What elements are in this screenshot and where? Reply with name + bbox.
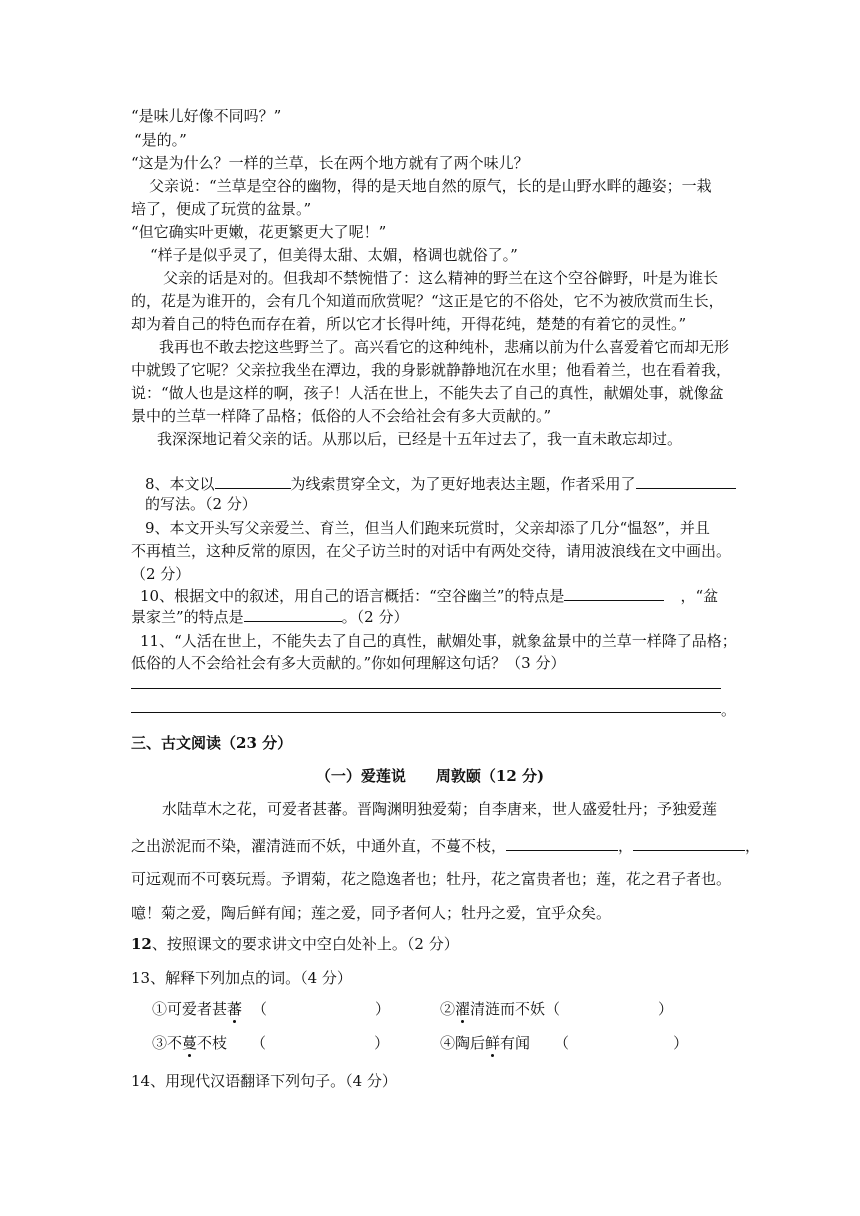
classical-text-line <box>131 834 760 856</box>
classical-text: ， <box>618 837 634 855</box>
question-10 <box>140 584 718 606</box>
item-text: ② <box>440 1000 456 1018</box>
bracket-close: ） <box>374 1034 390 1052</box>
passage-line: 父亲的话是对的。但我却不禁惋惜了：这么精神的野兰在这个空谷僻野，叶是为谁长 <box>163 269 719 287</box>
item-text: ④陶后 <box>440 1034 486 1052</box>
answer-blank[interactable] <box>564 584 664 601</box>
question-number: 12 <box>131 935 152 953</box>
item-text: 不枝 <box>197 1034 228 1052</box>
dotted-word: 蔓 <box>182 1034 198 1052</box>
passage-line: 培了，便成了玩赏的盆景。” <box>131 200 312 218</box>
question-12 <box>131 934 459 954</box>
question-text: 8、本文以 <box>145 475 215 493</box>
answer-blank[interactable] <box>215 472 291 489</box>
bracket-open: （ <box>252 1000 268 1018</box>
passage-line: 却为着自己的特色而存在着，所以它才长得叶纯，开得花纯，楚楚的有着它的灵性。” <box>131 315 687 333</box>
question-text: 、按照课文的要求讲文中空白处补上。（2 分） <box>151 935 459 953</box>
question-10-cont <box>131 605 408 627</box>
question-9: 9、本文开头写父亲爱兰、育兰，但当人们跑来玩赏时，父亲却添了几分“愠怒”，并且 <box>145 519 710 537</box>
bracket-open: （ <box>251 1034 267 1052</box>
question-text: ，“盆 <box>680 587 719 605</box>
passage-line: “是味儿好像不同吗？” <box>131 107 282 125</box>
bracket-close: ） <box>673 1034 689 1052</box>
dotted-word: 濯 <box>455 1000 471 1018</box>
answer-line[interactable] <box>131 712 721 713</box>
classical-text: ， <box>745 837 761 855</box>
passage-line: “但它确实叶更嫩，花更繁更大了呢！” <box>131 223 387 241</box>
passage-line: 我深深地记着父亲的话。从那以后，已经是十五年过去了，我一直未敢忘却过。 <box>157 430 683 448</box>
question-9-cont: 不再植兰，这种反常的原因，在父子访兰时的对话中有两处交待，请用波浪线在文中画出。 <box>131 542 732 560</box>
question-text: 为线索贯穿全文，为了更好地表达主题，作者采用了 <box>290 475 636 493</box>
passage-line: “样子是似乎灵了，但美得太甜、太媚，格调也就俗了。” <box>150 246 518 264</box>
question-text: 。（2 分） <box>341 608 409 626</box>
passage-line: 景中的兰草一样降了品格；低俗的人不会给社会有多大贡献的。” <box>131 407 552 425</box>
question-11: 11、“人活在世上，不能失去了自己的真性，献媚处事，就象盆景中的兰草一样降了品格； <box>140 632 737 650</box>
item-text: 有闻 <box>500 1034 531 1052</box>
passage-line: “是的。” <box>134 131 187 149</box>
question-13-item-3 <box>152 1033 389 1053</box>
answer-blank[interactable] <box>244 605 342 622</box>
question-9-score: （2 分） <box>131 565 191 583</box>
question-13-item-1 <box>152 999 390 1019</box>
classical-text-line: 水陆草木之花，可爱者甚蕃。晋陶渊明独爱菊；自李唐来，世人盛爱牡丹；予独爱莲 <box>162 800 718 818</box>
dotted-word: 鲜 <box>485 1034 501 1052</box>
answer-end-mark: 。 <box>721 701 737 719</box>
classical-text: 之出淤泥而不染，濯清涟而不妖，中通外直，不蔓不枝， <box>131 837 507 855</box>
question-13-item-2 <box>440 999 673 1019</box>
question-8 <box>145 472 736 494</box>
passage-line: 中就毁了它呢？父亲拉我坐在潭边，我的身影就静静地沉在水里；他看着兰，也在看着我， <box>131 361 732 379</box>
item-text: ①可爱者甚 <box>152 1000 228 1018</box>
bracket-close: ） <box>658 1000 674 1018</box>
classical-text-line: 噫！菊之爱，陶后鲜有闻；莲之爱，同予者何人；牡丹之爱，宜乎众矣。 <box>131 904 612 922</box>
passage-title: （一）爱莲说 周敦颐（12 分) <box>315 767 545 785</box>
passage-line: “这是为什么？一样的兰草，长在两个地方就有了两个味儿？ <box>131 154 529 172</box>
bracket-close: ） <box>375 1000 391 1018</box>
passage-line: 我再也不敢去挖这些野兰了。高兴看它的这种纯朴，悲痛以前为什么喜爱着它而却无形 <box>159 338 730 356</box>
answer-line[interactable] <box>131 688 721 689</box>
section-heading: 三、古文阅读（23 分） <box>131 734 293 752</box>
question-13-item-4 <box>440 1033 688 1053</box>
fill-blank[interactable] <box>506 834 618 851</box>
classical-text-line: 可远观而不可亵玩焉。予谓菊，花之隐逸者也；牡丹，花之富贵者也；莲，花之君子者也。 <box>131 870 732 888</box>
bracket-open: （ <box>554 1034 570 1052</box>
question-13: 13、解释下列加点的词。（4 分） <box>131 969 352 987</box>
item-text: 清涟而不妖（ <box>470 1000 561 1018</box>
fill-blank[interactable] <box>633 834 745 851</box>
passage-line: 说：“做人也是这样的啊，孩子！人活在世上，不能失去了自己的真性，献媚处事，就像盆 <box>131 384 724 402</box>
item-text: ③不 <box>152 1034 183 1052</box>
question-text: 10、根据文中的叙述，用自己的语言概括：“空谷幽兰”的特点是 <box>140 587 565 605</box>
question-text: 景家兰”的特点是 <box>131 608 244 626</box>
question-8-cont: 的写法。（2 分） <box>145 495 257 513</box>
question-14: 14、用现代汉语翻译下列句子。（4 分） <box>131 1072 397 1090</box>
question-11-cont: 低俗的人不会给社会有多大贡献的。”你如何理解这句话？（3 分） <box>131 654 566 672</box>
passage-line: 的，花是为谁开的，会有几个知道而欣赏呢？“这正是它的不俗处，它不为被欣赏而生长， <box>131 292 724 310</box>
answer-blank[interactable] <box>636 472 736 489</box>
passage-line: 父亲说：“兰草是空谷的幽物，得的是天地自然的原气，长的是山野水畔的趣姿；一栽 <box>149 177 712 195</box>
dotted-word: 蕃 <box>227 1000 243 1018</box>
